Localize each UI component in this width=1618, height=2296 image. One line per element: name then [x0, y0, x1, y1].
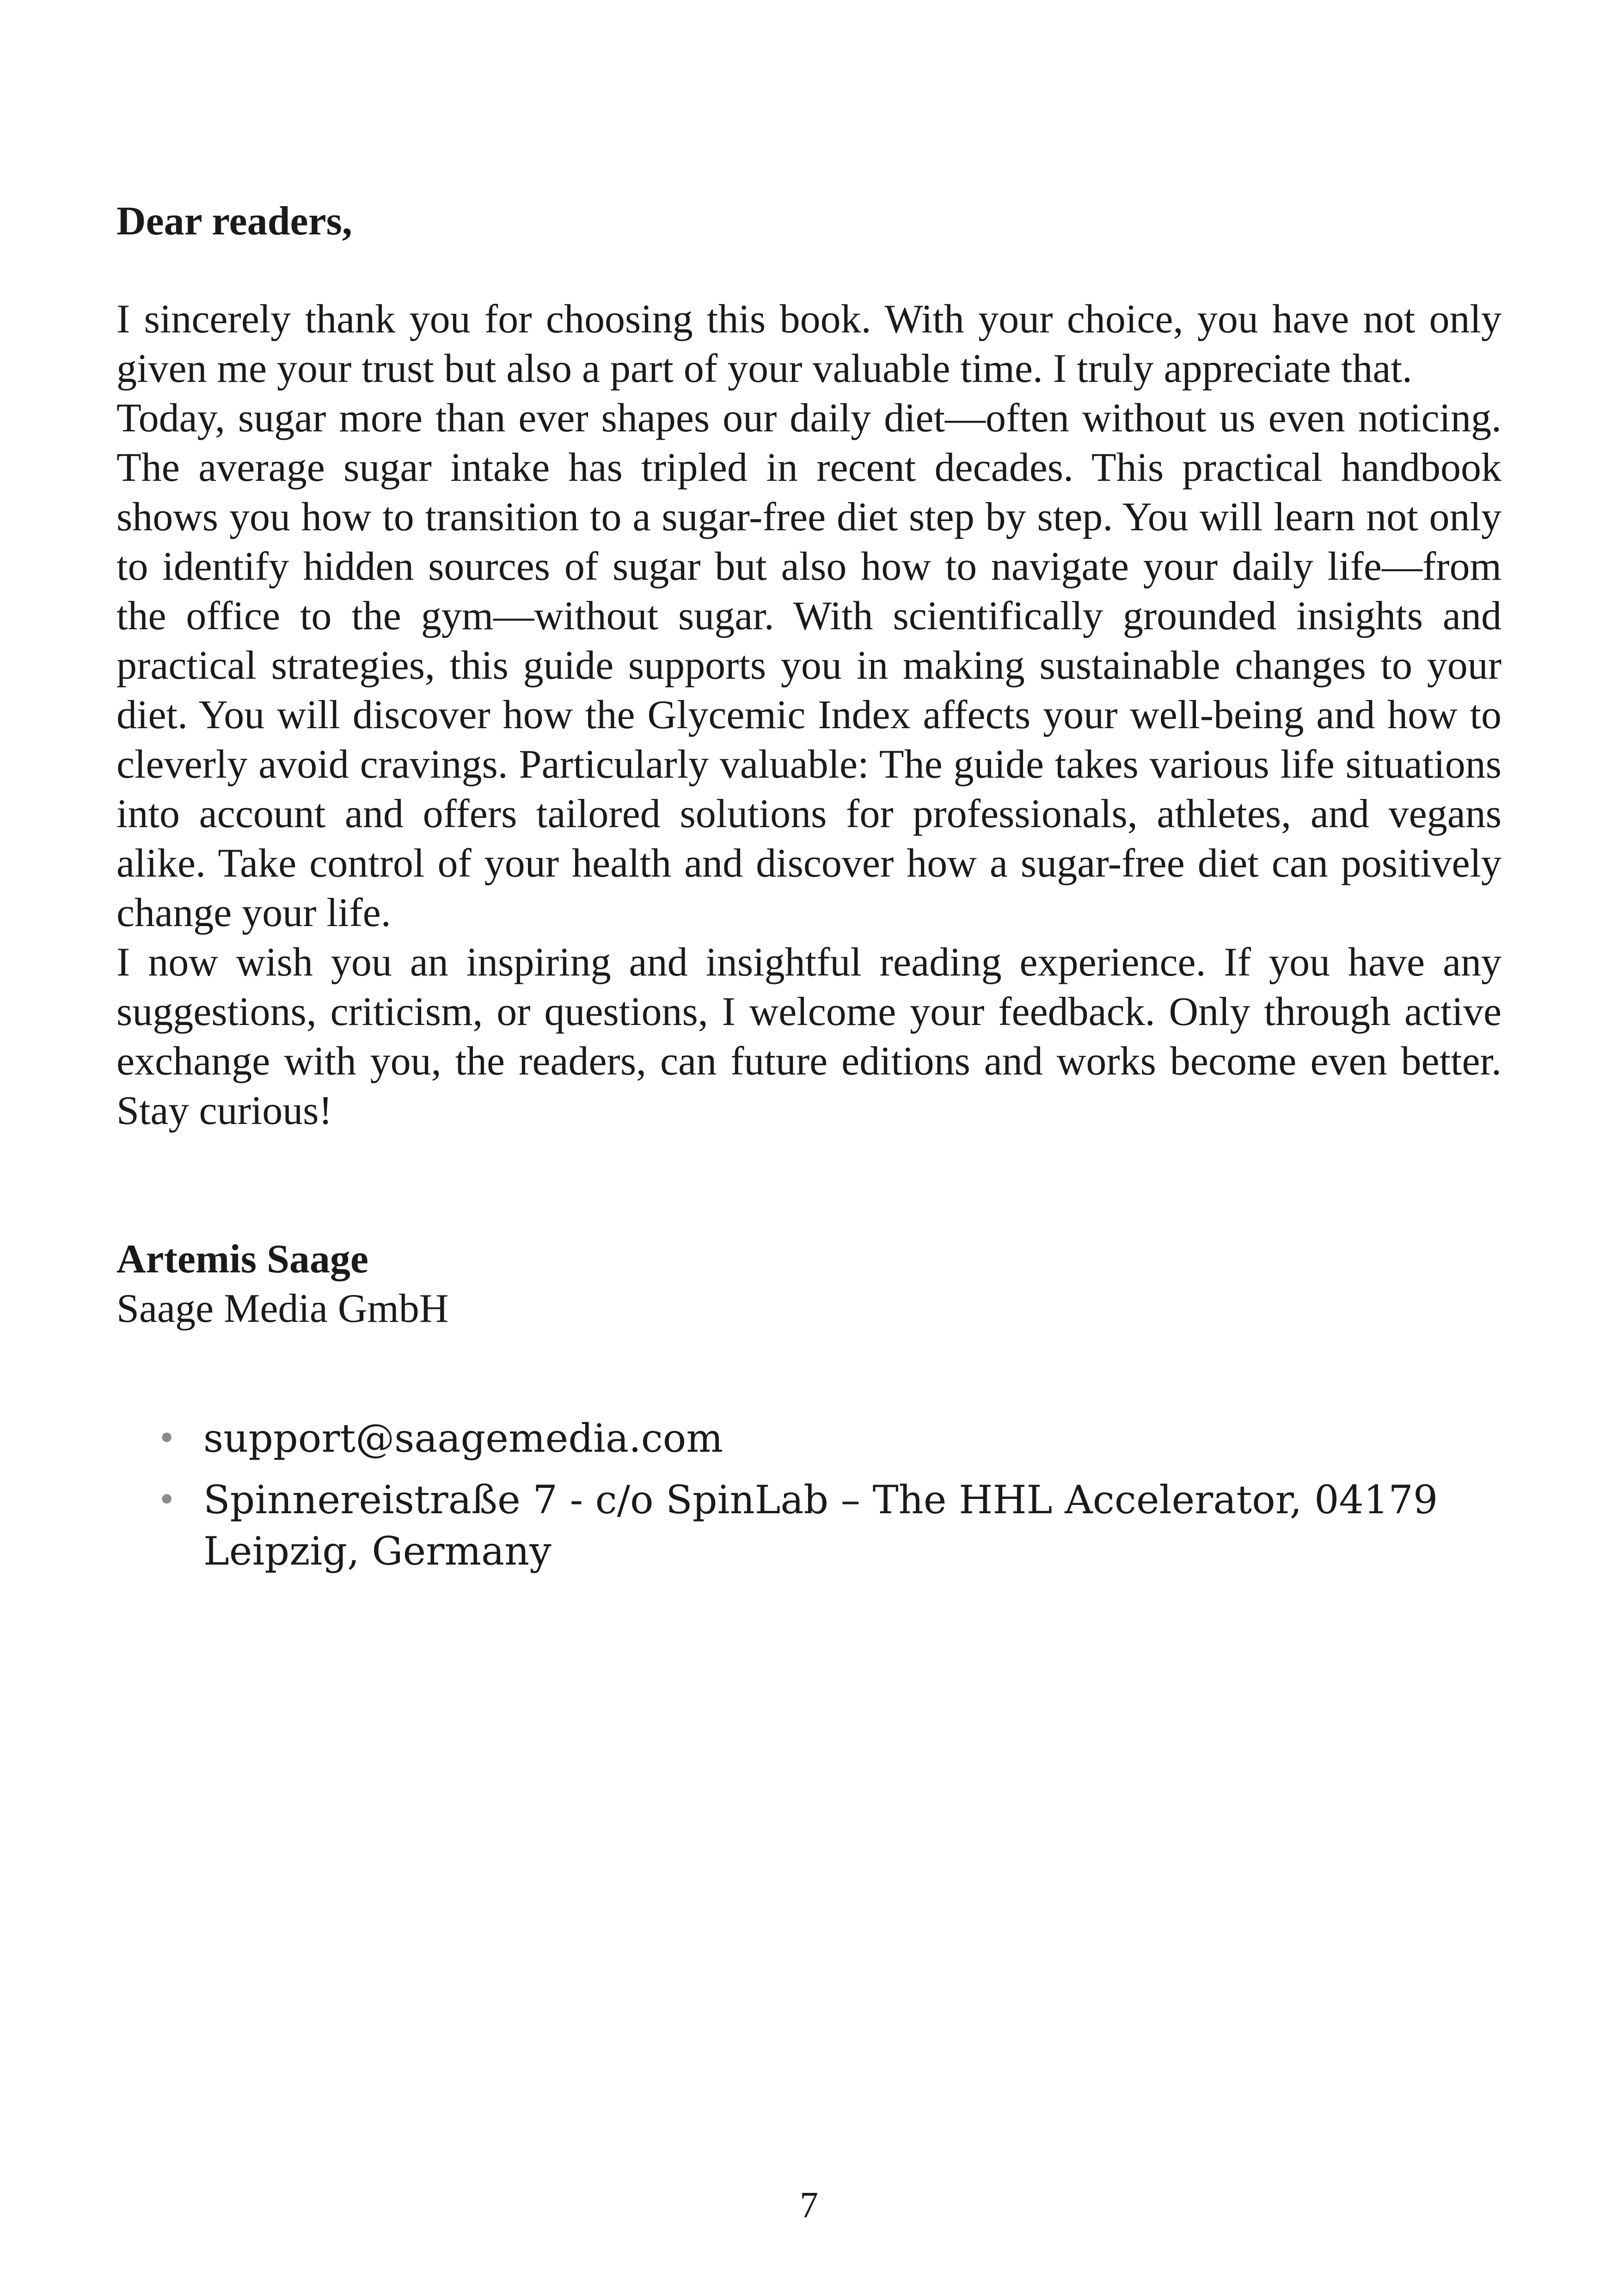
contact-email[interactable]: support@saagemedia.com [203, 1416, 723, 1461]
contact-address: Spinnereistraße 7 - c/o SpinLab – The HHL Accelerator, 04179 Leipzig, Germany [203, 1477, 1438, 1574]
company-name: Saage Media GmbH [116, 1286, 449, 1331]
paragraph-thanks: I sincerely thank you for choosing this book. With your choice, you have not only given me your trust but also a part of your valuable time. I truly appreciate that. [116, 297, 1502, 391]
paragraph-book-summary: Today, sugar more than ever shapes our daily diet—often without us even noticing. The average sugar intake has tripled in recent decades. This practical handbook shows you how to transition to a sugar-free diet step by step. You will learn not only to identify hidden sources of sugar but also how to navigate your daily life—from the office to the gym—without sugar. With scientifically grounded insights and practical strategies, this guide supports you in making sustainable changes to your diet. You will discover how the Glycemic Index affects your well-being and how to cleverly avoid cravings. Particularly valuable: The guide takes various life situations into account and offers tailored solutions for professionals, athletes, and vegans alike. Take control of your health and discover how a sugar-free diet can positively change your life. [116, 396, 1502, 935]
contact-list [157, 1413, 1452, 1587]
paragraph-closing: I now wish you an inspiring and insightful reading experience. If you have any suggestions, criticism, or questions, I welcome your feedback. Only through active exchange with you, the readers, can future editions and works become even better. Stay curious! [116, 940, 1502, 1133]
bullet-icon: • [157, 1419, 177, 1457]
letter-body [116, 295, 1502, 1136]
page-number: 7 [800, 2185, 818, 2226]
author-name: Artemis Saage [116, 1237, 368, 1282]
contact-email-item [157, 1413, 1452, 1464]
salutation: Dear readers, [116, 199, 352, 244]
contact-address-item [157, 1474, 1452, 1577]
bullet-icon: • [157, 1481, 177, 1519]
